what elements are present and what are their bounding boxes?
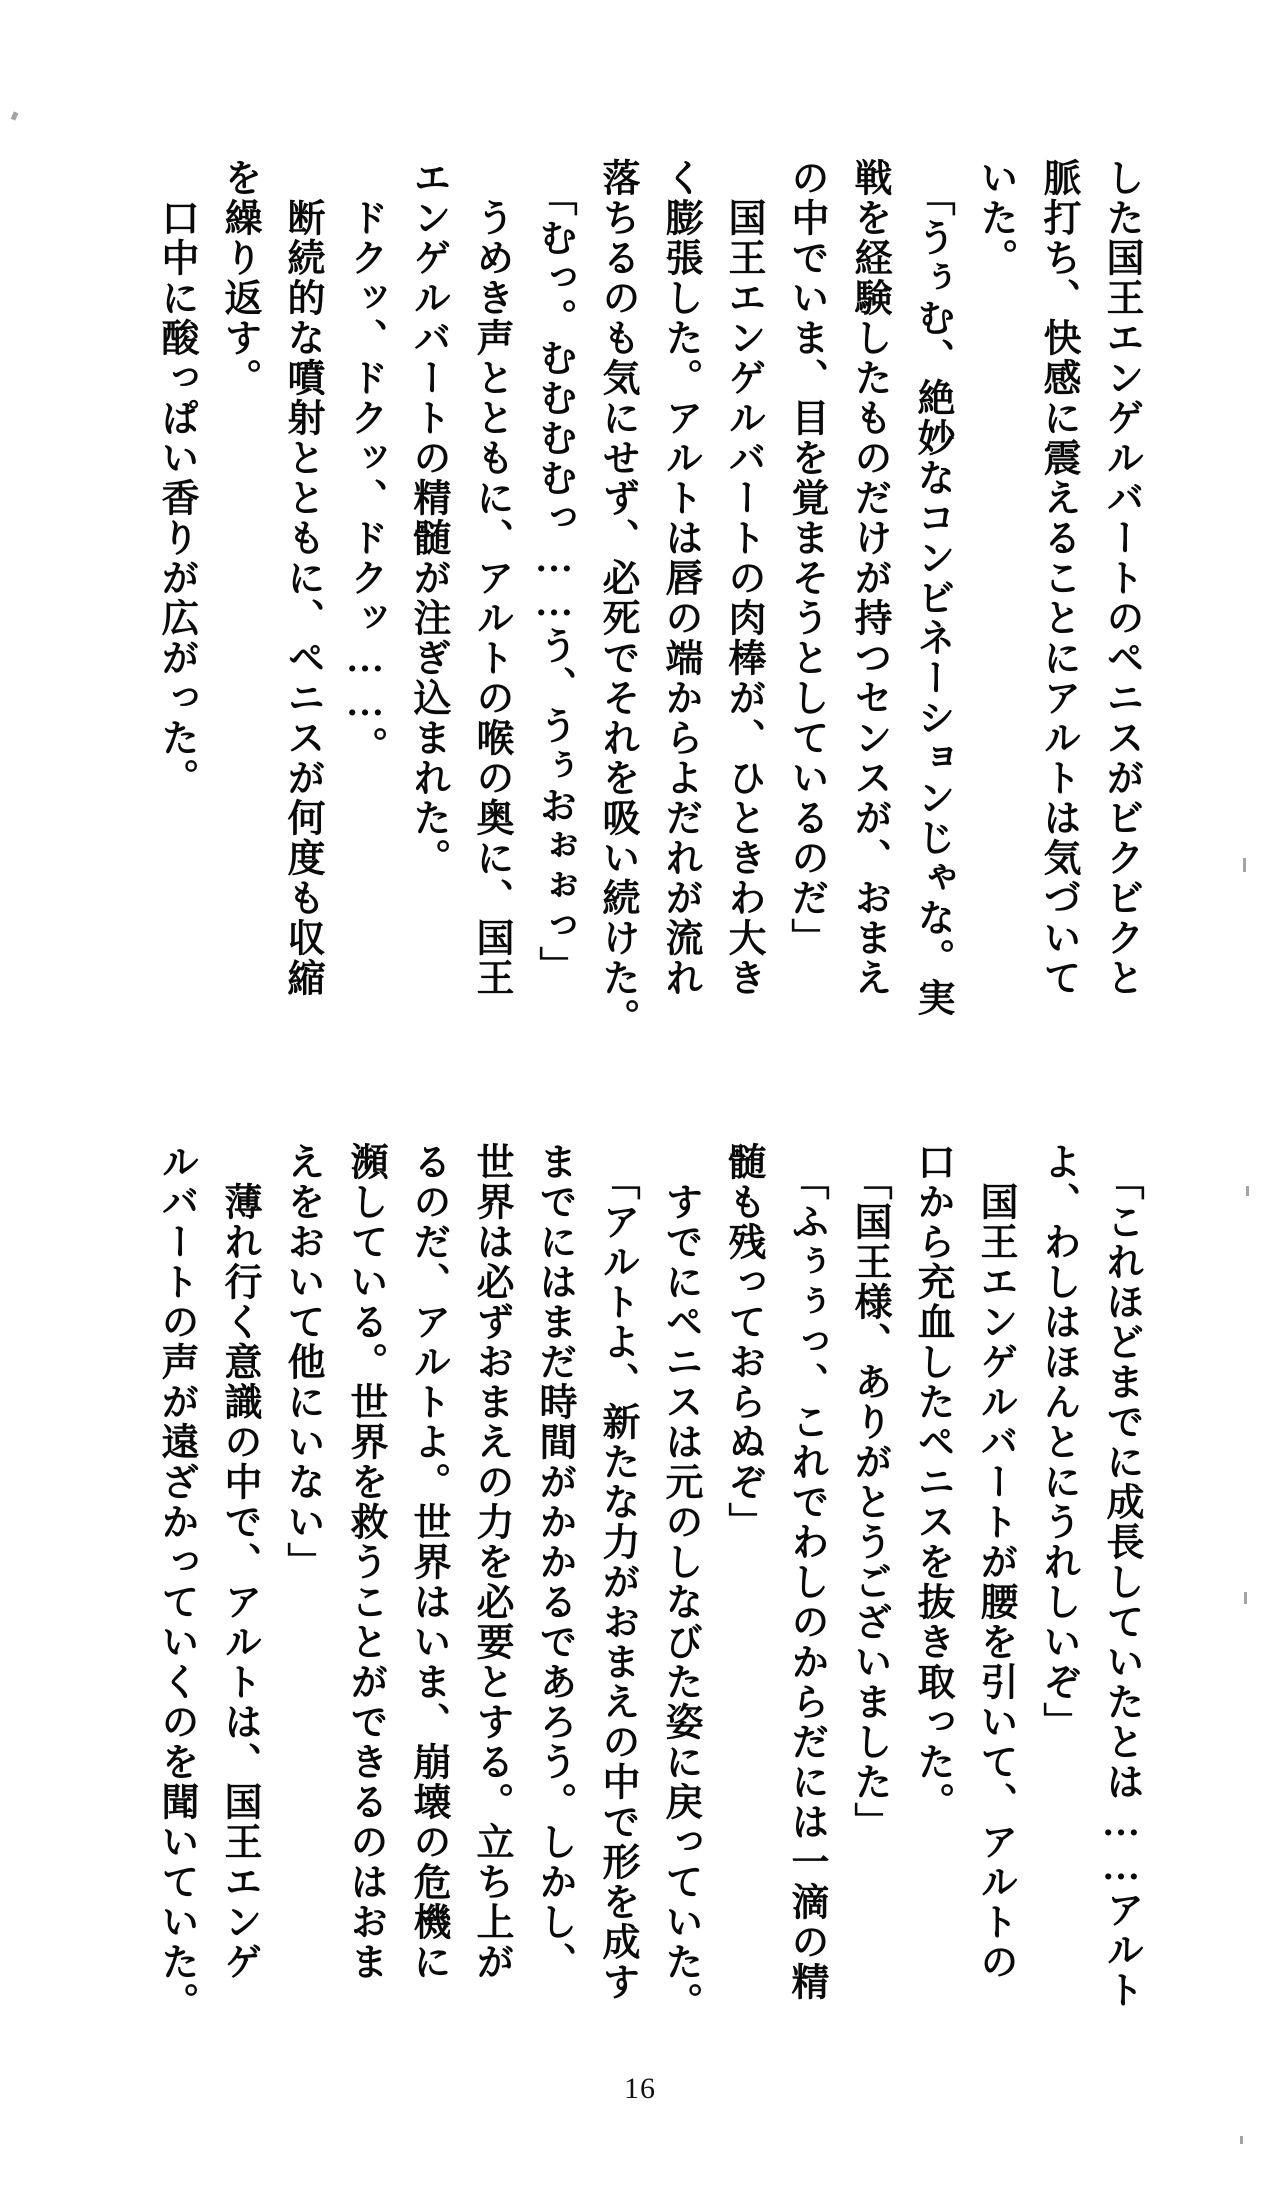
- scan-artifact: [1240, 2136, 1243, 2144]
- text-column: 脈打ち、快感に震えることにアルトは気づいて: [1037, 158, 1079, 998]
- top-text-block: [137, 158, 1152, 1063]
- text-column: 「ふぅぅっ、これでわしのからだには一滴の精: [785, 1162, 827, 2002]
- text-column: までにはまだ時間がかかるであろう。しかし、: [533, 1142, 575, 1982]
- text-column: るのだ、アルトよ。世界はいま、崩壊の危機に: [407, 1142, 449, 1982]
- text-column: 瀕している。世界を救うことができるのはおま: [344, 1142, 386, 1982]
- text-column: すでにペニスは元のしなびた姿に戻っていた。: [659, 1182, 701, 2022]
- text-column: いた。: [974, 158, 1016, 278]
- text-column: えをおいて他にいない」: [281, 1142, 323, 1582]
- text-column: 断続的な噴射とともに、ペニスが何度も収縮: [281, 198, 323, 998]
- scan-artifact: [1243, 858, 1246, 872]
- page-number: 16: [624, 2072, 656, 2105]
- text-column: く膨張した。アルトは唇の端からよだれが流れ: [659, 158, 701, 998]
- scan-artifact: [1244, 1592, 1247, 1604]
- text-column: 「国王様、ありがとうございました」: [848, 1162, 890, 1842]
- text-column: 口中に酸っぱい香りが広がった。: [155, 198, 197, 798]
- text-column: 国王エンゲルバートが腰を引いて、アルトの: [974, 1182, 1016, 1982]
- text-column: エンゲルバートの精髄が注ぎ込まれた。: [407, 158, 449, 878]
- text-column: 口から充血したペニスを抜き取った。: [911, 1142, 953, 1822]
- text-column: 「うぅむ、絶妙なコンビネーションじゃな。実: [911, 178, 953, 1018]
- text-column: を繰り返す。: [218, 158, 260, 398]
- text-column: 「アルトよ、新たな力がおまえの中で形を成す: [596, 1162, 638, 2002]
- text-column: ドクッ、ドクッ、ドクッ……。: [344, 198, 386, 766]
- text-column: 世界は必ずおまえの力を必要とする。立ち上が: [470, 1142, 512, 1982]
- text-column: 国王エンゲルバートの肉棒が、ひときわ大き: [722, 198, 764, 998]
- text-column: の中でいま、目を覚まそうとしているのだ」: [785, 158, 827, 958]
- text-column: 戦を経験したものだけが持つセンスが、おまえ: [848, 158, 890, 998]
- text-column: 髄も残っておらぬぞ」: [722, 1142, 764, 1542]
- text-column: うめき声とともに、アルトの喉の奥に、国王: [470, 198, 512, 998]
- text-column: よ、わしはほんとにうれしいぞ」: [1037, 1142, 1079, 1742]
- text-column: 「むっ。むむむむっ……う、うぅおぉぉっ」: [533, 178, 575, 986]
- text-column: ルバートの声が遠ざかっていくのを聞いていた。: [155, 1142, 197, 2022]
- scan-artifact: [11, 111, 19, 120]
- scan-artifact: [1246, 1186, 1249, 1196]
- text-column: した国王エンゲルバートのペニスがビクビクと: [1100, 158, 1142, 998]
- bottom-text-block: [137, 1142, 1152, 2047]
- text-column: 薄れ行く意識の中で、アルトは、国王エンゲ: [218, 1182, 260, 1982]
- text-column: 「これほどまでに成長していたとは……アルト: [1100, 1162, 1142, 2010]
- text-column: 落ちるのも気にせず、必死でそれを吸い続けた。: [596, 158, 638, 1038]
